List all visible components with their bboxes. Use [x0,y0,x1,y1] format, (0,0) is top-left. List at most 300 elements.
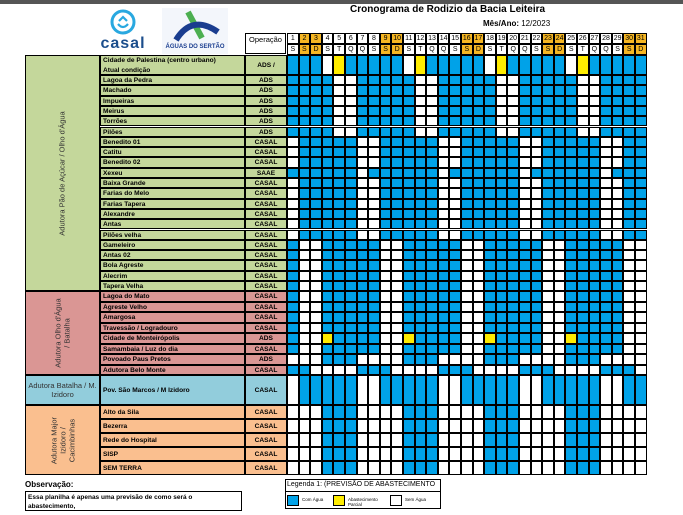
cell-no-water [623,354,635,365]
cell-no-water [542,447,554,461]
cell-no-water [635,312,647,323]
cell-with-water [403,209,415,219]
cell-with-water [612,302,624,313]
cell-with-water [496,260,508,270]
cell-no-water [310,447,322,461]
cell-with-water [519,312,531,323]
cell-with-water [299,147,311,157]
cell-no-water [357,157,369,167]
operator-cell: CASAL [245,302,287,313]
cell-no-water [473,354,485,365]
cell-with-water [600,312,612,323]
cell-no-water [507,365,519,376]
cell-with-water [310,188,322,198]
cell-with-water [438,75,450,85]
cell-no-water [531,354,543,365]
cell-with-water [299,85,311,95]
cell-with-water [496,433,508,447]
cell-with-water [577,250,589,260]
cell-no-water [449,188,461,198]
cell-no-water [519,168,531,178]
cell-with-water [612,75,624,85]
cell-no-water [310,250,322,260]
location-name-text: Alecrim [103,272,128,280]
cell-no-water [542,433,554,447]
cell-with-water [496,312,508,323]
cell-with-water [333,260,345,270]
cell-no-water [310,405,322,419]
cell-with-water [322,323,334,334]
cell-with-water [519,302,531,313]
cell-no-water [635,250,647,260]
cell-with-water [449,312,461,323]
cell-with-water [380,55,392,75]
cell-with-water [496,271,508,281]
cell-with-water [542,85,554,95]
cell-no-water [531,219,543,229]
cell-with-water [322,137,334,147]
cell-no-water [473,250,485,260]
cell-with-water [299,127,311,137]
cell-with-water [484,281,496,291]
cell-no-water [357,147,369,157]
cell-with-water [496,209,508,219]
cell-no-water [635,240,647,250]
cell-with-water [333,323,345,334]
cell-with-water [380,219,392,229]
weekday-letter: Q [589,44,601,55]
cell-no-water [542,291,554,302]
cell-no-water [612,147,624,157]
cell-with-water [635,188,647,198]
cell-with-water [449,85,461,95]
cell-with-water [577,137,589,147]
operator-cell: CASAL [245,312,287,323]
cell-with-water [438,344,450,355]
cell-with-water [484,147,496,157]
cell-with-water [345,209,357,219]
location-name-text: SEM TERRA [103,465,142,473]
cell-with-water [403,85,415,95]
cell-with-water [391,188,403,198]
cell-with-water [507,433,519,447]
cell-no-water [461,271,473,281]
cell-no-water [403,55,415,75]
cell-with-water [565,188,577,198]
cell-no-water [449,230,461,240]
cell-no-water [612,447,624,461]
cell-with-water [322,178,334,188]
cell-with-water [542,230,554,240]
cell-with-water [391,85,403,95]
cell-with-water [542,188,554,198]
cell-no-water [449,199,461,209]
cell-with-water [577,291,589,302]
cell-with-water [507,250,519,260]
cell-with-water [589,230,601,240]
cell-with-water [496,323,508,334]
cell-with-water [565,230,577,240]
cell-no-water [473,312,485,323]
cell-with-water [589,312,601,323]
cell-with-water [496,137,508,147]
cell-no-water [623,271,635,281]
cell-with-water [333,271,345,281]
cell-with-water [589,375,601,405]
cell-no-water [461,447,473,461]
cell-no-water [577,365,589,376]
cell-with-water [368,127,380,137]
operator-cell: CASAL [245,365,287,376]
cell-with-water [287,250,299,260]
cell-no-water [531,147,543,157]
cell-no-water [287,137,299,147]
cell-with-water [577,260,589,270]
cell-no-water [612,209,624,219]
location-name-text: Pilões velha [103,231,142,239]
cell-with-water [403,178,415,188]
cell-no-water [554,240,566,250]
cell-no-water [391,260,403,270]
cell-with-water [461,127,473,137]
cell-with-water [368,168,380,178]
cell-with-water [635,199,647,209]
cell-no-water [333,365,345,376]
cell-no-water [345,116,357,126]
cell-with-water [484,96,496,106]
cell-no-water [542,260,554,270]
cell-no-water [287,209,299,219]
location-name-text: Cidade de Monteirópolis [103,335,180,343]
cell-no-water [542,271,554,281]
cell-with-water [635,137,647,147]
cell-with-water [322,354,334,365]
cell-no-water [612,199,624,209]
cell-with-water [415,230,427,240]
cell-with-water [554,127,566,137]
cell-with-water [507,419,519,433]
cell-with-water [403,447,415,461]
cell-no-water [287,375,299,405]
operator-cell: CASAL [245,199,287,209]
cell-no-water [531,199,543,209]
cell-with-water [589,291,601,302]
cell-with-water [380,168,392,178]
cell-with-water [310,55,322,75]
location-name [100,96,245,106]
cell-no-water [612,157,624,167]
cell-no-water [322,365,334,376]
cell-with-water [357,365,369,376]
cell-no-water [415,85,427,95]
cell-with-water [542,55,554,75]
cell-with-water [484,137,496,147]
cell-with-water [496,178,508,188]
cell-with-water [287,302,299,313]
cell-with-water [287,116,299,126]
cell-with-water [554,157,566,167]
cell-no-water [542,354,554,365]
cell-no-water [519,178,531,188]
cell-with-water [635,96,647,106]
cell-with-water [426,55,438,75]
operator-cell: ADS [245,127,287,137]
cell-with-water [322,199,334,209]
cell-no-water [449,433,461,447]
cell-with-water [496,147,508,157]
cell-with-water [449,168,461,178]
cell-with-water [507,461,519,475]
cell-with-water [438,250,450,260]
cell-with-water [484,168,496,178]
cell-with-water [403,461,415,475]
cell-with-water [426,281,438,291]
cell-with-water [612,365,624,376]
cell-with-water [473,199,485,209]
cell-with-water [531,333,543,344]
cell-no-water [600,147,612,157]
cell-with-water [484,344,496,355]
cell-no-water [542,240,554,250]
legend-label: Abastecimento Parcial [348,497,378,507]
cell-no-water [623,419,635,433]
cell-with-water [577,333,589,344]
cell-no-water [449,219,461,229]
cell-no-water [612,419,624,433]
cell-with-water [357,344,369,355]
cell-with-water [565,168,577,178]
cell-no-water [623,344,635,355]
day-number: 1 [287,33,299,44]
cell-with-water [333,250,345,260]
operator-cell: CASAL [245,281,287,291]
cell-with-water [357,55,369,75]
cell-with-water [589,302,601,313]
cell-with-water [426,354,438,365]
cell-no-water [519,147,531,157]
cell-no-water [623,461,635,475]
cell-no-water [531,433,543,447]
cell-no-water [391,447,403,461]
cell-with-water [589,433,601,447]
cell-with-water [368,55,380,75]
cell-with-water [322,127,334,137]
operator-cell: CASAL [245,271,287,281]
cell-no-water [449,209,461,219]
cell-with-water [345,433,357,447]
cell-with-water [565,85,577,95]
cell-with-water [333,178,345,188]
cell-no-water [589,116,601,126]
cell-with-water [287,96,299,106]
cell-with-water [635,178,647,188]
cell-with-water [287,75,299,85]
location-name [100,302,245,313]
location-name [100,291,245,302]
cell-no-water [380,281,392,291]
cell-no-water [380,433,392,447]
cell-with-water [507,230,519,240]
cell-with-water [391,96,403,106]
cell-no-water [380,419,392,433]
cell-with-water [635,116,647,126]
legend-items [286,491,440,510]
location-name-text: Torrões [103,118,128,126]
cell-no-water [612,433,624,447]
cell-with-water [333,137,345,147]
day-number: 15 [451,35,460,42]
cell-with-water [322,312,334,323]
location-name [100,178,245,188]
cell-with-water [403,75,415,85]
cell-with-water [507,199,519,209]
location-name [100,106,245,116]
location-name-text: SISP [103,451,119,459]
cell-with-water [322,291,334,302]
location-name-text: Alto da Sila [103,409,139,417]
cell-with-water [322,209,334,219]
cell-no-water [473,323,485,334]
group-label [25,55,100,291]
cell-with-water [623,96,635,106]
operator-cell: CASAL [245,157,287,167]
cell-with-water [299,96,311,106]
cell-with-water [438,291,450,302]
cell-with-water [484,127,496,137]
cell-with-water [565,199,577,209]
cell-with-water [577,447,589,461]
location-name [100,209,245,219]
cell-with-water [287,240,299,250]
location-name-text: Agreste Velho [103,303,147,311]
location-name [100,260,245,270]
cell-with-water [484,271,496,281]
cell-no-water [380,354,392,365]
cell-with-water [554,137,566,147]
cell-with-water [496,281,508,291]
cell-with-water [531,291,543,302]
location-name-text: Bezerra [103,423,128,431]
weekday-letter: S [461,44,473,55]
cell-with-water [554,106,566,116]
cell-with-water [322,260,334,270]
cell-no-water [577,96,589,106]
cell-no-water [299,344,311,355]
cell-with-water [600,365,612,376]
cell-no-water [461,302,473,313]
cell-with-water [612,344,624,355]
cell-with-water [403,147,415,157]
cell-with-water [299,137,311,147]
cell-with-water [287,281,299,291]
cell-with-water [623,116,635,126]
cell-with-water [565,433,577,447]
cell-with-water [565,419,577,433]
cell-with-water [612,271,624,281]
location-name [100,199,245,209]
cell-partial [484,333,496,344]
cell-with-water [542,199,554,209]
cell-no-water [554,281,566,291]
cell-with-water [368,260,380,270]
cell-with-water [438,281,450,291]
cell-with-water [565,447,577,461]
group-label [25,405,100,475]
cell-with-water [531,271,543,281]
cell-no-water [299,354,311,365]
cell-with-water [519,281,531,291]
cell-with-water [391,209,403,219]
cell-no-water [368,157,380,167]
cell-no-water [357,178,369,188]
cell-with-water [577,312,589,323]
cell-with-water [345,199,357,209]
cell-no-water [391,302,403,313]
cell-no-water [449,375,461,405]
cell-no-water [496,96,508,106]
location-name-text: Gameleiro [103,241,136,249]
cell-with-water [449,75,461,85]
cell-no-water [310,302,322,313]
cell-with-water [426,271,438,281]
cell-with-water [403,106,415,116]
cell-with-water [380,96,392,106]
cell-no-water [473,365,485,376]
cell-with-water [554,85,566,95]
cell-with-water [507,219,519,229]
cell-no-water [287,157,299,167]
cell-no-water [542,302,554,313]
cell-no-water [531,157,543,167]
cell-no-water [531,447,543,461]
cell-with-water [426,291,438,302]
cell-with-water [333,199,345,209]
cell-with-water [299,106,311,116]
cell-with-water [565,147,577,157]
cell-no-water [380,240,392,250]
cell-with-water [623,147,635,157]
cell-no-water [391,354,403,365]
cell-with-water [322,96,334,106]
cell-with-water [600,96,612,106]
cell-with-water [426,433,438,447]
cell-no-water [473,344,485,355]
cell-with-water [565,240,577,250]
location-name-text: Antas 02 [103,252,131,260]
weekday-letter: D [554,44,566,55]
cell-partial [333,55,345,75]
cell-with-water [461,96,473,106]
cell-no-water [623,433,635,447]
cell-with-water [565,96,577,106]
cell-with-water [531,260,543,270]
cell-with-water [333,230,345,240]
cell-with-water [449,281,461,291]
cell-no-water [519,137,531,147]
observation-label: Observação: [25,480,74,489]
cell-with-water [345,302,357,313]
cell-no-water [391,240,403,250]
location-name-text: Travessão / Logradouro [103,324,178,332]
cell-with-water [577,375,589,405]
cell-no-water [438,461,450,475]
cell-with-water [600,106,612,116]
operator-cell: CASAL [245,137,287,147]
cell-with-water [484,199,496,209]
cell-with-water [380,199,392,209]
weekday-letter: Q [438,44,450,55]
cell-with-water [589,333,601,344]
